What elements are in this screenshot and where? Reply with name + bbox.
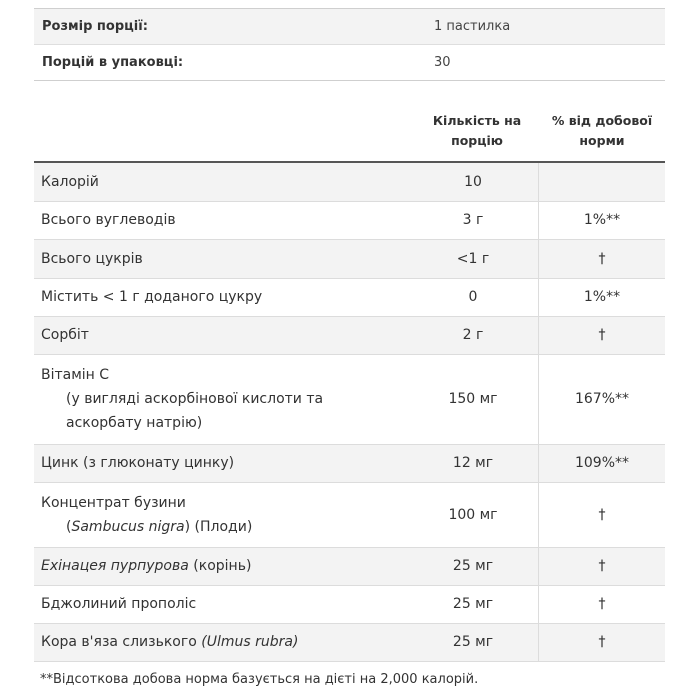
nutrient-name: Цинк (з глюконату цинку) (34, 444, 408, 482)
nutrient-amount: 25 мг (408, 547, 539, 585)
nutrient-dv (539, 163, 666, 201)
nutrient-name: Всього вуглеводів (34, 201, 408, 239)
nutrient-amount: 3 г (408, 201, 539, 239)
table-row (34, 444, 665, 482)
serving-size-value: 1 пастилка (434, 9, 665, 45)
nutrient-name (34, 482, 408, 547)
elderberry-part: ) (Плоди) (184, 518, 253, 535)
amount-header-line1: Кількість на (432, 113, 522, 128)
amount-per-serving-header (422, 111, 532, 151)
vitamin-c-name: Вітамін С (41, 367, 110, 383)
table-row (34, 482, 665, 547)
table-row (34, 163, 665, 201)
vitamin-c-source-line1: (у вигляді аскорбінової кислоти та (66, 391, 324, 407)
echinacea-name: Ехінацея пурпурова (41, 558, 189, 574)
serving-size-row (34, 9, 665, 45)
nutrient-dv: 1%** (539, 278, 666, 316)
elderberry-latin (41, 515, 408, 539)
serving-info-table (34, 8, 665, 81)
nutrient-name (34, 623, 408, 661)
nutrient-name: Сорбіт (34, 316, 408, 354)
nutrient-dv: † (539, 482, 666, 547)
nutrient-dv: † (539, 623, 666, 661)
servings-count-label: Порцій в упаковці: (42, 55, 184, 70)
serving-size-label: Розмір порції: (34, 9, 434, 45)
nutrient-table (34, 163, 665, 662)
servings-count-value: 30 (434, 55, 451, 70)
nutrient-amount: 150 мг (408, 354, 539, 444)
daily-value-header (539, 111, 665, 151)
nutrient-amount: 2 г (408, 316, 539, 354)
table-row (34, 585, 665, 623)
table-row (34, 201, 665, 239)
nutrient-dv: 109%** (539, 444, 666, 482)
nutrient-amount: 25 мг (408, 623, 539, 661)
dv-header-line2: норми (579, 133, 625, 148)
nutrient-name: Бджолиний прополіс (34, 585, 408, 623)
footnote: **Відсоткова добова норма базується на дієті на 2,000 калорій. (40, 672, 479, 687)
table-row (34, 547, 665, 585)
nutrient-amount: 12 мг (408, 444, 539, 482)
nutrient-name (34, 547, 408, 585)
elderberry-name: Концентрат бузини (41, 494, 186, 511)
table-row (34, 354, 665, 444)
nutrient-amount: 0 (408, 278, 539, 316)
nutrient-dv: † (539, 239, 666, 278)
dv-header-line1: % від добової (551, 113, 653, 128)
amount-header-line2: порцію (451, 133, 503, 148)
nutrient-amount: <1 г (408, 239, 539, 278)
table-row (34, 239, 665, 278)
nutrient-dv: 167%** (539, 354, 666, 444)
servings-count-row (34, 45, 665, 81)
nutrient-table-header (34, 108, 665, 163)
nutrient-name: Всього цукрів (34, 239, 408, 278)
table-row (34, 278, 665, 316)
table-row (34, 623, 665, 661)
nutrient-name (34, 354, 408, 444)
nutrient-name: Містить < 1 г доданого цукру (34, 278, 408, 316)
elderberry-latin-name: Sambucus nigra (71, 518, 185, 535)
slippery-elm-latin: (Ulmus rubra) (201, 634, 299, 650)
nutrient-amount: 25 мг (408, 585, 539, 623)
slippery-elm-name: Кора в'яза слизького (41, 634, 202, 650)
nutrient-dv: 1%** (539, 201, 666, 239)
nutrient-amount: 10 (408, 163, 539, 201)
nutrient-dv: † (539, 585, 666, 623)
nutrient-name: Калорій (34, 163, 408, 201)
elderberry-paren: ( (66, 518, 72, 535)
echinacea-part: (корінь) (188, 558, 252, 574)
nutrient-amount: 100 мг (408, 482, 539, 547)
nutrient-dv: † (539, 316, 666, 354)
table-row (34, 316, 665, 354)
vitamin-c-source-line2: аскорбату натрію) (66, 415, 203, 431)
nutrient-dv: † (539, 547, 666, 585)
